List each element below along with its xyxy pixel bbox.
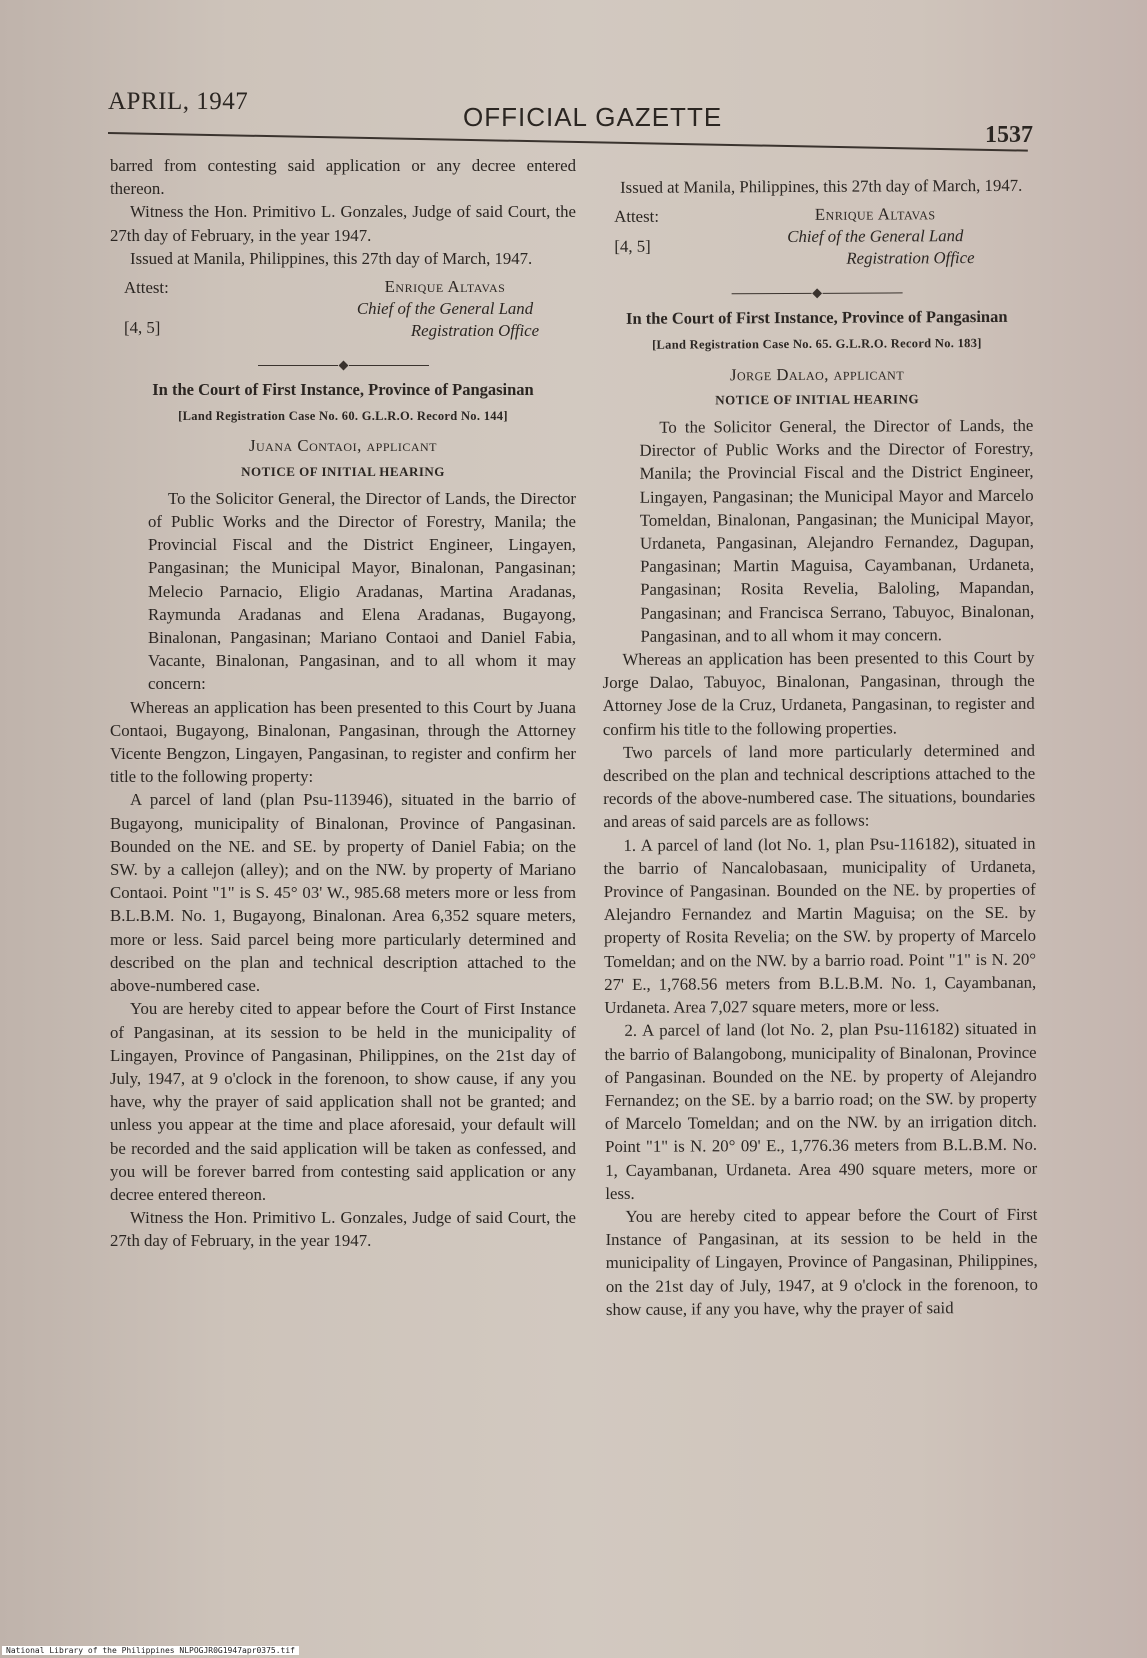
court-heading: In the Court of First Instance, Province of Pangasinan [625,307,1008,329]
addressees-paragraph: To the Solicitor General, the Director of Lands, the Director of Public Works and the Director of Forestry, Manila; the Provincial Fiscal and the District Engineer, Lingayen, Pangasinan; the Municipal Mayor, Binalonan, Pangasinan; Melecio Parnacio, Eligio Aradanas, Martina Aradanas, Raymunda Aradanas and Elena Aradanas, Bugayong, Binalonan, Pangasinan; Mariano Contaoi and Daniel Fabia, Vacante, Binalonan, Pangasinan, and to all whom it may concern: [148,488,576,694]
attest-block [110,276,576,350]
left-column [110,154,576,1253]
whereas-paragraph: Whereas an application has been presented to this Court by Jorge Dalao, Tabuyoc, Binalonan, Pangasinan, through the Attorney Jose de la Cruz, Urdaneta, Pangasinan, to register and confirm his title to the following properties. [602,647,1035,739]
notice-heading: NOTICE OF INITIAL HEARING [241,463,445,479]
diamond-ornament-icon [812,288,822,298]
right-column [600,174,1038,1321]
whereas-paragraph: Whereas an application has been presented to this Court by Juana Contaoi, Bugayong, Binalonan, Pangasinan, through the Attorney Vicente Bengzon, Lingayen, Pangasinan, to register and confirm her title to the following property: [110,697,576,787]
case-number: [Land Registration Case No. 60. G.L.R.O. Record No. 144] [178,409,508,424]
attest-block [600,203,1032,279]
signature-block [320,276,570,342]
notice-heading: NOTICE OF INITIAL HEARING [715,391,920,408]
applicant-name: Juana Contaoi, applicant [248,436,437,456]
case-number: [Land Registration Case No. 65. G.L.R.O. Record No. 183] [652,336,982,353]
page-number: 1537 [985,122,1033,148]
applicant-name: Jorge Dalao, applicant [729,364,905,384]
cited-paragraph: You are hereby cited to appear before the Court of First Instance of Pangasinan, at its session to be held in the municipality of Lingayen, Province of Pangasinan, Philippines, on the 21st day of July, 1947, at 9 o'clock in the forenoon, to show cause, if any you have, why the prayer of said [605,1204,1038,1319]
gazette-title: OFFICIAL GAZETTE [463,102,723,132]
attest-label: Attest: [614,206,660,227]
diamond-ornament-icon [338,360,348,370]
witness-paragraph: Witness the Hon. Primitivo L. Gonzales, Judge of said Court, the 27th day of February, in the year 1947. [110,202,576,245]
issue-reference: [4, 5] [614,236,651,257]
continuation-paragraph: barred from contesting said application or any decree entered thereon. [110,156,576,199]
issue-reference: [4, 5] [124,318,161,338]
signatory-role-line-1: Chief of the General Land [787,226,964,247]
signatory-role-line-2: Registration Office [410,321,540,341]
attest-label: Attest: [124,278,169,298]
signatory-role-line-1: Chief of the General Land [356,299,534,319]
signatory-name: Enrique Altavas [814,204,936,225]
parcel-2-paragraph: 2. A parcel of land (lot No. 2, plan Psu-116182) situated in the barrio of Balangobong, municipality of Binalonan, Province of Pangasinan. Bounded on the NE. by property of Alejandro Fernandez; on the SE. by a barrio road; on the SW. by property of Marcelo Tomeldan; and on the NW. by an irrigation ditch. Point "1" is N. 20° 09' E., 1,776.36 meters from B.L.B.M. No. 1, Cayambanan, Urdaneta. Area 490 square meters, more or less. [604,1019,1038,1203]
parcel-paragraph: A parcel of land (plan Psu-113946), situated in the barrio of Bugayong, municipality of Binalonan, Province of Pangasinan. Bounded on the NE. and SE. by property of Daniel Fabia; on the SW. by a callejon (alley); and on the NW. by property of Mariano Contaoi. Point "1" is S. 45° 03' W., 985.68 meters more or less from B.L.B.M. No. 1, Bugayong, Binalonan. Area 6,352 square meters, more or less. Said parcel being more particularly determined and described on the plan and technical description attached to the above-numbered case. [110,790,576,996]
issued-paragraph: Issued at Manila, Philippines, this 27th day of March, 1947. [130,248,533,268]
two-parcels-paragraph: Two parcels of land more particularly determined and described on the plan and technical descriptions attached to the records of the above-numbered case. The situations, boundaries and areas of said parcels are as follows: [603,740,1036,832]
court-heading: In the Court of First Instance, Province of Pangasinan [152,380,534,400]
cited-paragraph: You are hereby cited to appear before the Court of First Instance of Pangasinan, at its session to be held in the municipality of Lingayen, Province of Pangasinan, Philippines, on the 21st day of July, 1947, at 9 o'clock in the forenoon, to show cause, if any you have, why the prayer of said application shall not be granted; and unless you appear at the time and place aforesaid, your default will be recorded and the said application will be taken as confessed, and you will be forever barred from contesting said application or any decree entered thereon. [110,999,576,1204]
section-divider [601,279,1033,299]
scan-footer: National Library of the Philippines NLPOGJR0G1947apr0375.tif [2,1646,299,1655]
signatory-name: Enrique Altavas [384,277,506,297]
addressees-paragraph: To the Solicitor General, the Director of Lands, the Director of Public Works and the Director of Forestry, Manila; the Provincial Fiscal and the District Engineer, Lingayen, Pangasinan; the Municipal Mayor and Marcelo Tomeldan, Binalonan, Pangasinan; the Municipal Mayor, Urdaneta, Pangasinan, Alejandro Fernandez, Dagupan, Pangasinan; Martin Maguisa, Cayambanan, Urdaneta, Pangasinan; Rosita Revelia, Baloling, Mapandan, Pangasinan; and Francisca Serrano, Tabuyoc, Binalonan, Pangasinan, and to all whom it may concern. [639,415,1035,646]
parcel-1-paragraph: 1. A parcel of land (lot No. 1, plan Psu-116182), situated in the barrio of Nancalobasaan, municipality of Urdaneta, Province of Pangasinan. Bounded on the NE. by properties of Alejandro Fernandez and Martin Maguisa; on the SE. by property of Rosita Revelia; on the SW. by property of Marcelo Tomeldan; and on the NW. by a barrio road. Point "1" is N. 20° 27' E., 1,768.56 meters from B.L.B.M. No. 1, Cayambanan, Urdaneta. Area 7,027 square meters, more or less. [603,833,1037,1018]
issue-date: APRIL, 1947 [108,88,249,115]
signatory-role-line-2: Registration Office [846,248,975,268]
issued-paragraph: Issued at Manila, Philippines, this 27th day of March, 1947. [620,175,1023,197]
witness-paragraph-2: Witness the Hon. Primitivo L. Gonzales, Judge of said Court, the 27th day of February, in the year 1947. [110,1208,576,1251]
section-divider [110,352,576,370]
signature-block [750,203,1000,270]
